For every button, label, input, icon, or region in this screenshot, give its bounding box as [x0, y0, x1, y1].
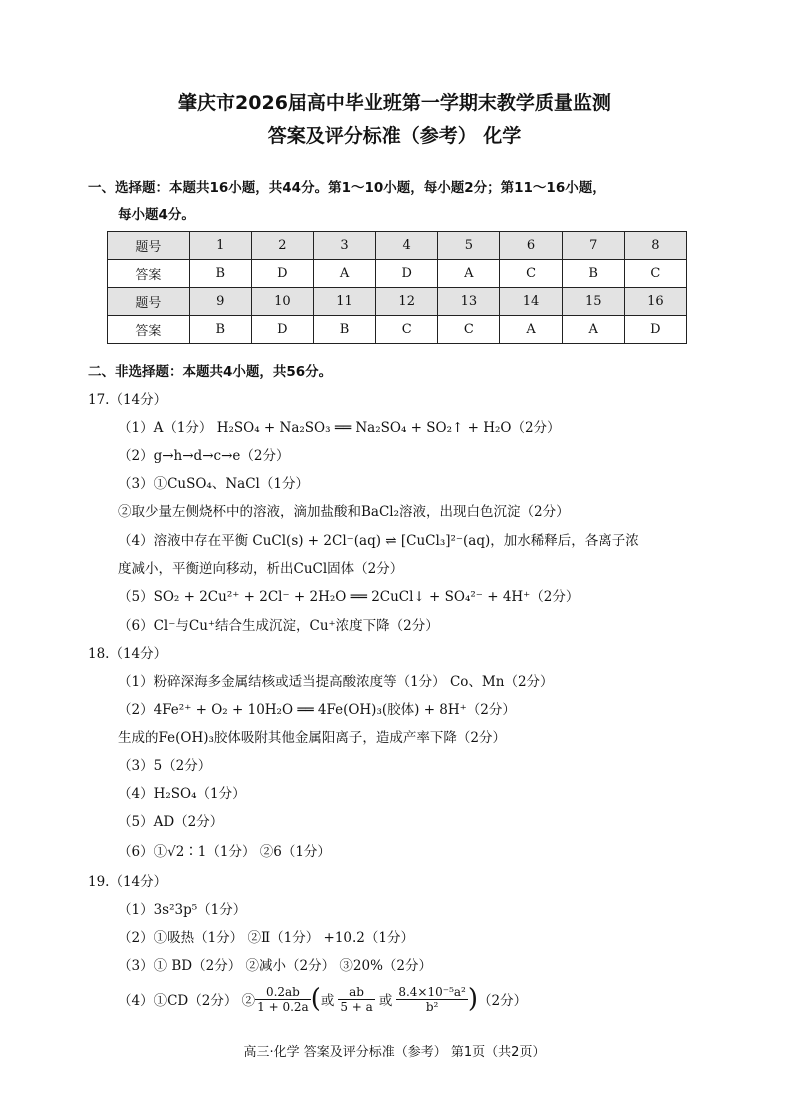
section1-heading-line1: 一、选择题：本题共16小题，共44分。第1～10小题，每小题2分；第11～16小题， — [88, 180, 606, 196]
left-paren: ( — [310, 984, 321, 1014]
right-paren: ) — [467, 984, 479, 1014]
fraction-denominator: 5 + a — [340, 999, 373, 1014]
q17-line: （5）SO₂ + 2Cu²⁺ + 2Cl⁻ + 2H₂O ══ 2CuCl↓ + SO₄²⁻ + 4H⁺（2分） — [118, 589, 580, 605]
row-label: 题号 — [108, 232, 190, 260]
table-cell: 2 — [251, 232, 313, 260]
table-row — [108, 316, 687, 344]
section2-heading: 二、非选择题：本题共4小题，共56分。 — [88, 364, 333, 380]
table-cell: A — [313, 260, 375, 288]
q18-line: （2）4Fe²⁺ + O₂ + 10H₂O ══ 4Fe(OH)₃(胶体) + 8H⁺（2分） — [118, 702, 516, 718]
table-row — [108, 260, 687, 288]
table-cell: 5 — [438, 232, 500, 260]
or-text: 或 — [378, 993, 393, 1009]
page-title-line2: 答案及评分标准（参考） 化学 — [267, 125, 522, 147]
q19-line-4 — [118, 980, 527, 1018]
q18-line: （5）AD（2分） — [118, 814, 224, 830]
q17-line: 度减小，平衡逆向移动，析出CuCl固体（2分） — [118, 561, 404, 577]
q18-line: 生成的Fe(OH)₃胶体吸附其他金属阳离子，造成产率下降（2分） — [118, 730, 506, 746]
table-cell: 10 — [251, 288, 313, 316]
fraction-denominator: b² — [425, 999, 439, 1014]
table-cell: D — [251, 260, 313, 288]
table-cell: 16 — [624, 288, 686, 316]
fraction — [338, 985, 374, 1014]
table-cell: 1 — [189, 232, 251, 260]
table-cell: B — [189, 316, 251, 344]
table-cell: B — [189, 260, 251, 288]
fraction-denominator: 1 + 0.2a — [257, 999, 309, 1014]
table-cell: 11 — [313, 288, 375, 316]
q18-line: （6）①√2∶1（1分） ②6（1分） — [118, 844, 331, 860]
table-cell: C — [500, 260, 562, 288]
table-cell: C — [376, 316, 438, 344]
q17-line: （2）g→h→d→c→e（2分） — [118, 448, 290, 464]
q17-line: （1）A（1分） H₂SO₄ + Na₂SO₃ ══ Na₂SO₄ + SO₂↑ + H₂O（2分） — [118, 420, 561, 436]
answer-table — [107, 231, 687, 344]
q18-line: （3）5（2分） — [118, 758, 212, 774]
q19-line: （2）①吸热（1分） ②Ⅱ（1分） +10.2（1分） — [118, 930, 414, 946]
table-cell: 13 — [438, 288, 500, 316]
q17-line: （4）溶液中存在平衡 CuCl(s) + 2Cl⁻(aq) ⇌ [CuCl₃]²⁻(aq)，加水稀释后，各离子浓 — [118, 533, 639, 549]
table-cell: C — [624, 260, 686, 288]
table-cell: A — [500, 316, 562, 344]
page-footer: 高三·化学 答案及评分标准（参考） 第1页（共2页） — [243, 1045, 546, 1060]
fraction-numerator: 8.4×10⁻⁵a² — [398, 984, 466, 999]
page-title-line1: 肇庆市2026届高中毕业班第一学期末教学质量监测 — [178, 92, 611, 114]
table-cell: 4 — [376, 232, 438, 260]
fraction — [255, 985, 311, 1014]
q17-line: （3）①CuSO₄、NaCl（1分） — [118, 476, 309, 492]
fraction — [396, 985, 468, 1014]
q19-number: 19.（14分） — [88, 874, 168, 890]
table-cell: B — [313, 316, 375, 344]
table-cell: 3 — [313, 232, 375, 260]
q19-line: （3）① BD（2分） ②减小（2分） ③20%（2分） — [118, 958, 432, 974]
table-cell: A — [562, 316, 624, 344]
q17-line: （6）Cl⁻与Cu⁺结合生成沉淀，Cu⁺浓度下降（2分） — [118, 618, 439, 634]
table-cell: B — [562, 260, 624, 288]
row-label: 答案 — [108, 260, 190, 288]
table-row — [108, 288, 687, 316]
q18-number: 18.（14分） — [88, 646, 168, 662]
or-text: 或 — [320, 993, 335, 1009]
q17-number: 17.（14分） — [88, 392, 168, 408]
q19-line-4-score: （2分） — [478, 993, 528, 1009]
table-row — [108, 232, 687, 260]
fraction-numerator: 0.2ab — [255, 985, 311, 1000]
table-cell: 15 — [562, 288, 624, 316]
table-cell: 6 — [500, 232, 562, 260]
fraction-numerator: ab — [338, 985, 374, 1000]
q17-line: ②取少量左侧烧杯中的溶液，滴加盐酸和BaCl₂溶液，出现白色沉淀（2分） — [118, 504, 570, 520]
q18-line: （1）粉碎深海多金属结核或适当提高酸浓度等（1分） Co、Mn（2分） — [118, 674, 554, 690]
q18-line: （4）H₂SO₄（1分） — [118, 786, 246, 802]
table-cell: D — [251, 316, 313, 344]
table-cell: 12 — [376, 288, 438, 316]
table-cell: C — [438, 316, 500, 344]
table-cell: 8 — [624, 232, 686, 260]
table-cell: D — [624, 316, 686, 344]
row-label: 题号 — [108, 288, 190, 316]
table-cell: 7 — [562, 232, 624, 260]
q19-line-4-prefix: （4）①CD（2分） ② — [118, 993, 256, 1009]
table-cell: 14 — [500, 288, 562, 316]
row-label: 答案 — [108, 316, 190, 344]
table-cell: D — [376, 260, 438, 288]
table-cell: 9 — [189, 288, 251, 316]
q19-line: （1）3s²3p⁵（1分） — [118, 902, 247, 918]
section1-heading-line2: 每小题4分。 — [118, 207, 195, 223]
table-cell: A — [438, 260, 500, 288]
